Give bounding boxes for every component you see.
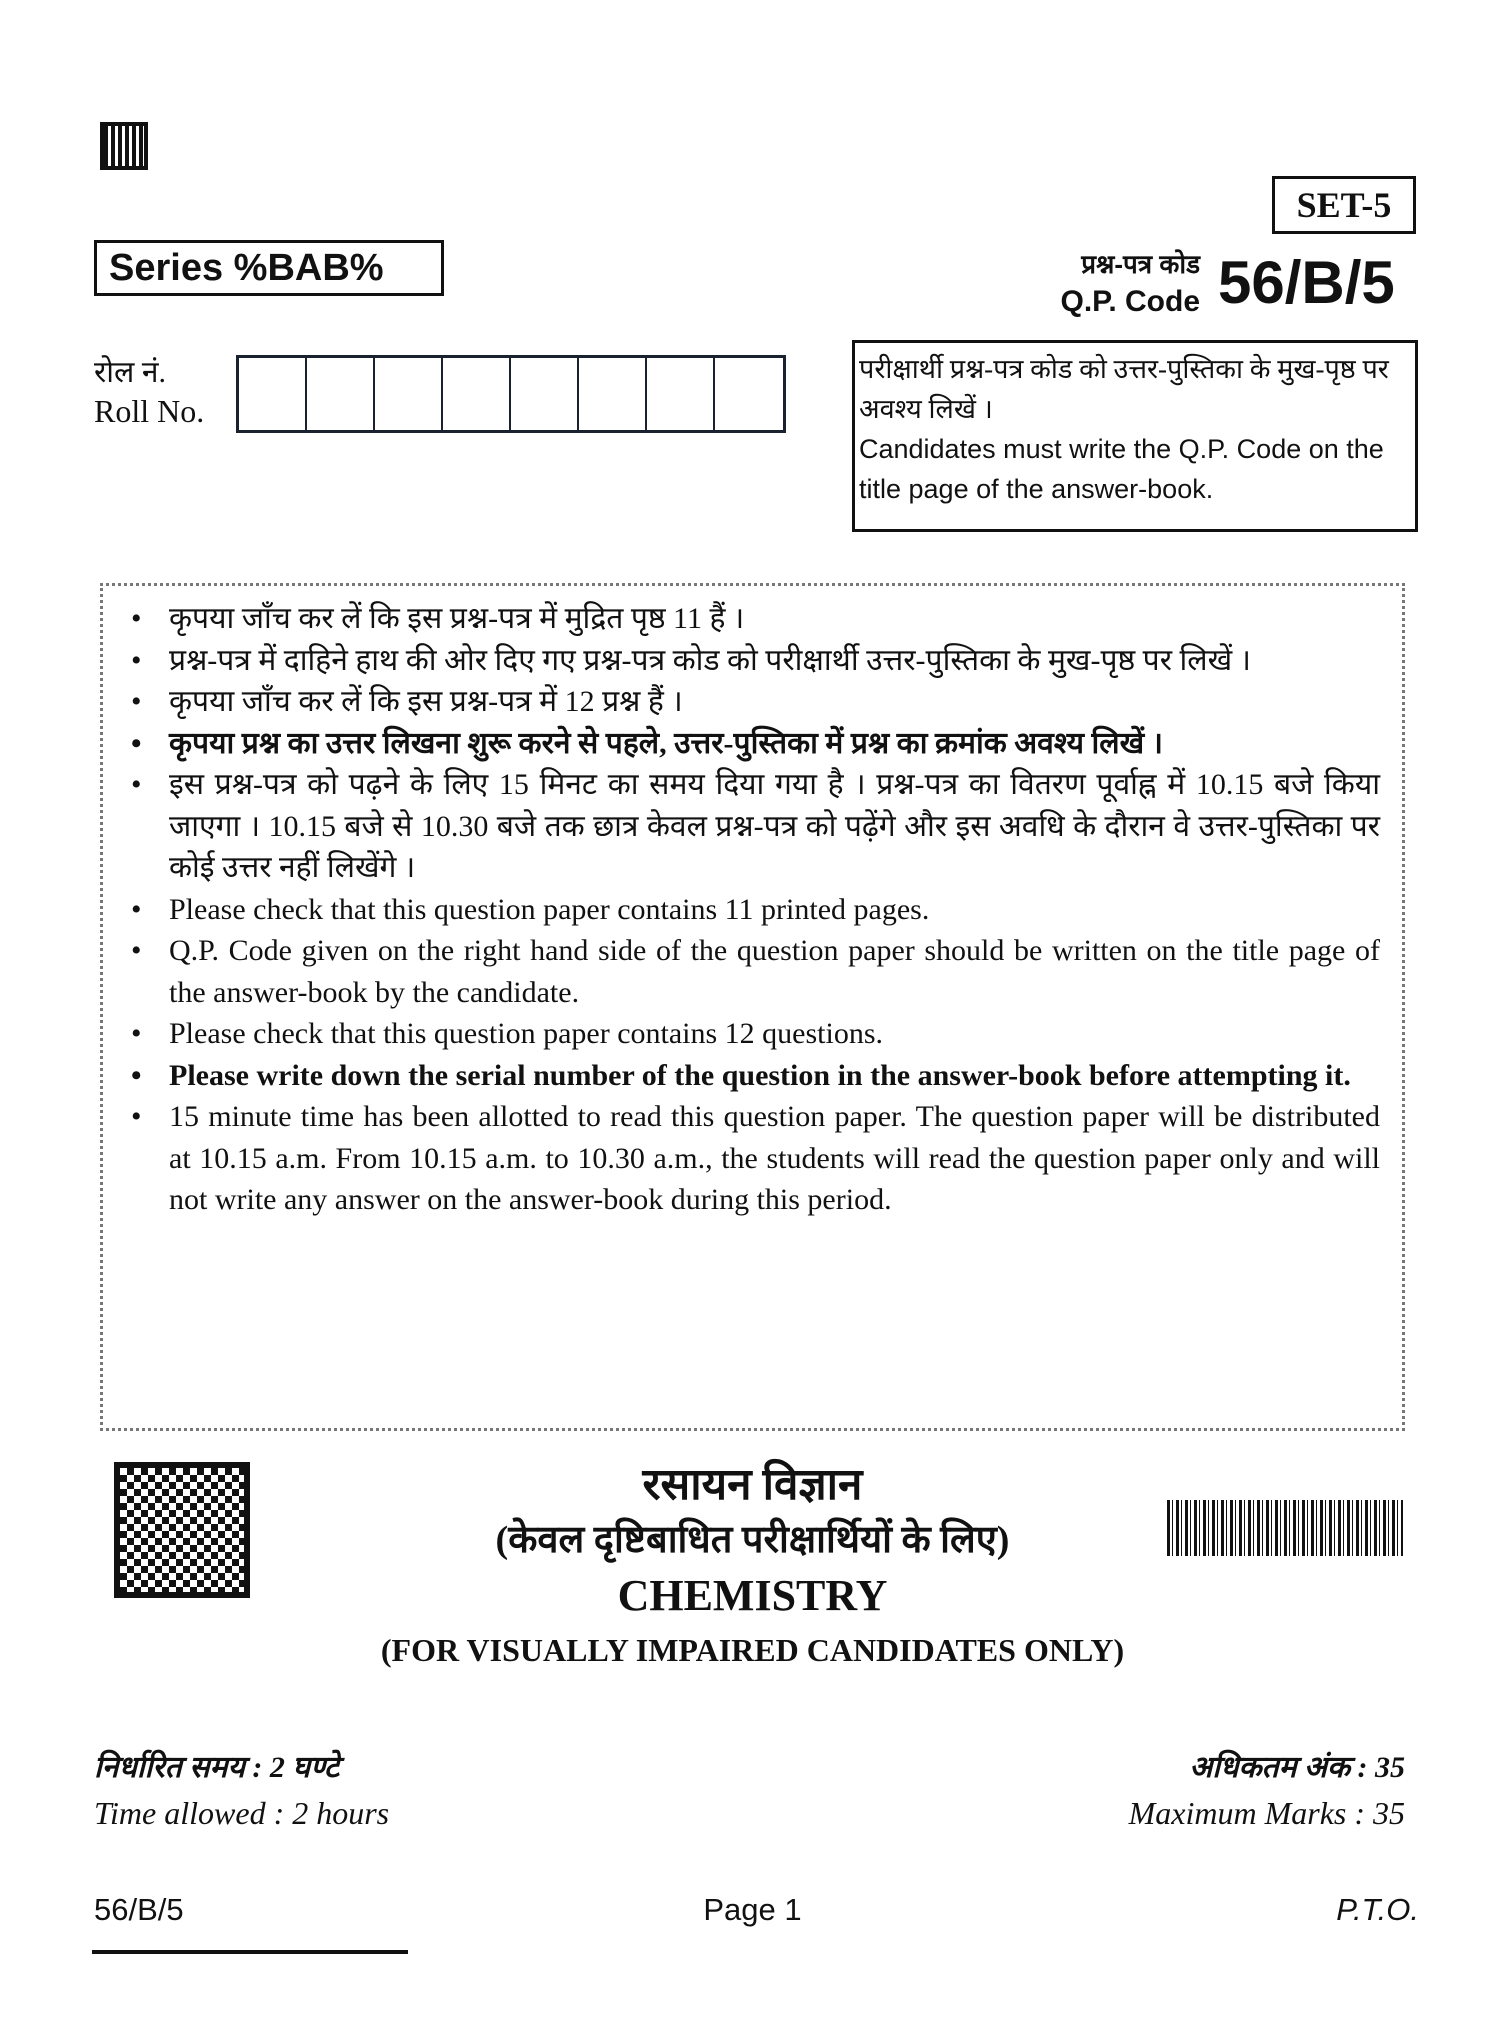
roll-box[interactable] xyxy=(443,358,511,430)
max-marks-hi: अधिकतम अंक : 35 xyxy=(1189,1751,1405,1784)
footer-underline xyxy=(92,1950,408,1954)
roll-number-boxes[interactable] xyxy=(236,355,786,433)
instruction-item: • कृपया प्रश्न का उत्तर लिखना शुरू करने से पहले, उत्तर-पुस्तिका में प्रश्न का क्रमांक अवश्य लिखें । xyxy=(169,723,1380,765)
roll-box[interactable] xyxy=(579,358,647,430)
instruction-item: • Please check that this question paper contains 11 printed pages. xyxy=(169,889,1380,931)
footer-pto: P.T.O. xyxy=(1336,1892,1419,1927)
instruction-item: • कृपया जाँच कर लें कि इस प्रश्न-पत्र में मुद्रित पृष्ठ 11 हैं । xyxy=(169,598,1380,640)
candidate-note-box xyxy=(852,340,1418,532)
time-allowed-en: Time allowed : 2 hours xyxy=(94,1795,390,1831)
roll-box[interactable] xyxy=(375,358,443,430)
footer-page: Page 1 xyxy=(703,1892,802,1927)
subject-title-hi: रसायन विज्ञान xyxy=(642,1460,863,1509)
qr-code-small xyxy=(100,122,148,170)
candidate-note-hi: परीक्षार्थी प्रश्न-पत्र कोड को उत्तर-पुस्तिका के मुख-पृष्ठ पर अवश्य लिखें । xyxy=(859,354,1389,424)
roll-box[interactable] xyxy=(307,358,375,430)
series-label: Series %BAB% xyxy=(94,240,444,296)
instruction-item: • Please check that this question paper contains 12 questions. xyxy=(169,1013,1380,1055)
instruction-item: • इस प्रश्न-पत्र को पढ़ने के लिए 15 मिनट का समय दिया गया है । प्रश्न-पत्र का वितरण पूर्वाह्न में 10.15 बजे किया जाएगा । 10.15 बजे से 10.30 बजे तक छात्र केवल प्रश्न-पत्र को पढ़ेंगे और इस अवधि के दौरान वे उत्तर-पुस्तिका पर कोई उत्तर नहीं लिखेंगे । xyxy=(169,764,1380,889)
instruction-item: • कृपया जाँच कर लें कि इस प्रश्न-पत्र में 12 प्रश्न हैं । xyxy=(169,681,1380,723)
max-marks-en: Maximum Marks : 35 xyxy=(1128,1795,1405,1831)
time-allowed-hi: निर्धारित समय : 2 घण्टे xyxy=(94,1751,340,1784)
roll-box[interactable] xyxy=(239,358,307,430)
instruction-item: • प्रश्न-पत्र में दाहिने हाथ की ओर दिए गए प्रश्न-पत्र कोड को परीक्षार्थी उत्तर-पुस्तिका के मुख-पृष्ठ पर लिखें । xyxy=(169,640,1380,682)
roll-box[interactable] xyxy=(715,358,783,430)
roll-box[interactable] xyxy=(647,358,715,430)
candidate-note-en: Candidates must write the Q.P. Code on the title page of the answer-book. xyxy=(859,434,1384,504)
qp-code-label-en: Q.P. Code xyxy=(1060,285,1200,318)
instruction-item: • Please write down the serial number of the question in the answer-book before attempting it. xyxy=(169,1055,1380,1097)
subject-note-hi: (केवल दृष्टिबाधित परीक्षार्थियों के लिए) xyxy=(495,1519,1010,1561)
qp-code-label-hi: प्रश्न-पत्र कोड xyxy=(1081,249,1200,279)
qp-code: 56/B/5 xyxy=(1218,249,1395,316)
subject-title-en: CHEMISTRY xyxy=(617,1571,888,1620)
set-badge: SET-5 xyxy=(1272,176,1416,234)
instruction-item: • Q.P. Code given on the right hand side of the question paper should be written on the title page of the answer-book by the candidate. xyxy=(169,930,1380,1013)
roll-label-en: Roll No. xyxy=(94,393,205,429)
roll-box[interactable] xyxy=(511,358,579,430)
roll-label-hi: रोल नं. xyxy=(94,356,167,389)
subject-note-en: (FOR VISUALLY IMPAIRED CANDIDATES ONLY) xyxy=(380,1632,1125,1668)
instruction-item: • 15 minute time has been allotted to read this question paper. The question paper will be distributed at 10.15 a.m. From 10.15 a.m. to 10.30 a.m., the students will read the question paper only and will not write any answer on the answer-book during this period. xyxy=(169,1096,1380,1221)
footer-code: 56/B/5 xyxy=(94,1892,184,1927)
instructions-box xyxy=(100,583,1405,1431)
